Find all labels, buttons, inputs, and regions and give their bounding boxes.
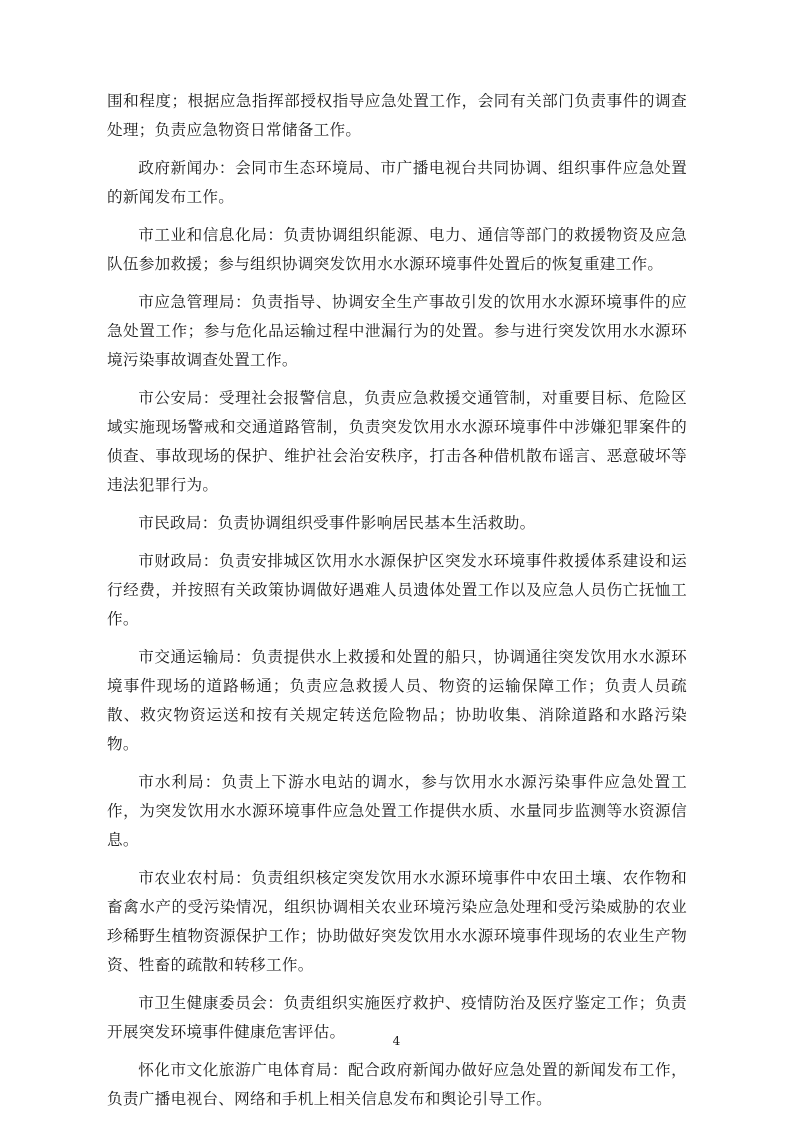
paragraph-civil-affairs-bureau: 市民政局：负责协调组织受事件影响居民基本生活救助。 xyxy=(138,514,536,532)
paragraph-news-office: 政府新闻办：会同市生态环境局、市广播电视台共同协调、组织事件应急处置的新闻发布工作。 xyxy=(107,159,687,206)
paragraph-finance-bureau: 市财政局：负责安排城区饮用水水源保护区突发水环境事件救援体系建设和运行经费，并按照有关政策协调做好遇难人员遗体处置工作以及应急人员伤亡抚恤工作。 xyxy=(107,552,687,628)
paragraph-agriculture-bureau: 市农业农村局：负责组织核定突发饮用水水源环境事件中农田土壤、农作物和畜禽水产的受污染情况，组织协调相关农业环境污染应急处理和受污染威胁的农业珍稀野生植物资源保护工作；协助做好突发饮用水水源环境事件现场的农业生产物资、牲畜的疏散和转移工作。 xyxy=(107,869,687,974)
page-number: 4 xyxy=(392,1034,401,1048)
page-body xyxy=(107,87,687,1123)
paragraph-health-commission: 市卫生健康委员会：负责组织实施医疗救护、疫情防治及医疗鉴定工作；负责开展突发环境事件健康危害评估。 xyxy=(107,994,687,1041)
paragraph-culture-tourism-bureau: 怀化市文化旅游广电体育局：配合政府新闻办做好应急处置的新闻发布工作，负责广播电视台、网络和手机上相关信息发布和舆论引导工作。 xyxy=(107,1061,687,1108)
paragraph-public-security-bureau: 市公安局：受理社会报警信息，负责应急救援交通管制，对重要目标、危险区域实施现场警戒和交通道路管制，负责突发饮用水水源环境事件中涉嫌犯罪案件的侦查、事故现场的保护、维护社会治安秩序，打击各种借机散布谣言、恶意破坏等违法犯罪行为。 xyxy=(107,389,687,494)
paragraph-transport-bureau: 市交通运输局：负责提供水上救援和处置的船只，协调通往突发饮用水水源环境事件现场的道路畅通；负责应急救援人员、物资的运输保障工作；负责人员疏散、救灾物资运送和按有关规定转送危险物品；协助收集、消除道路和水路污染物。 xyxy=(107,648,687,753)
paragraph-industry-bureau: 市工业和信息化局：负责协调组织能源、电力、通信等部门的救援物资及应急队伍参加救援；参与组织协调突发饮用水水源环境事件处置后的恢复重建工作。 xyxy=(107,226,687,273)
paragraph-continuation: 围和程度；根据应急指挥部授权指导应急处置工作，会同有关部门负责事件的调查处理；负责应急物资日常储备工作。 xyxy=(107,92,687,139)
paragraph-water-bureau: 市水利局：负责上下游水电站的调水，参与饮用水水源污染事件应急处置工作，为突发饮用水水源环境事件应急处置工作提供水质、水量同步监测等水资源信息。 xyxy=(107,773,687,849)
paragraph-emergency-bureau: 市应急管理局：负责指导、协调安全生产事故引发的饮用水水源环境事件的应急处置工作；参与危化品运输过程中泄漏行为的处置。参与进行突发饮用水水源环境污染事故调查处置工作。 xyxy=(107,293,687,369)
